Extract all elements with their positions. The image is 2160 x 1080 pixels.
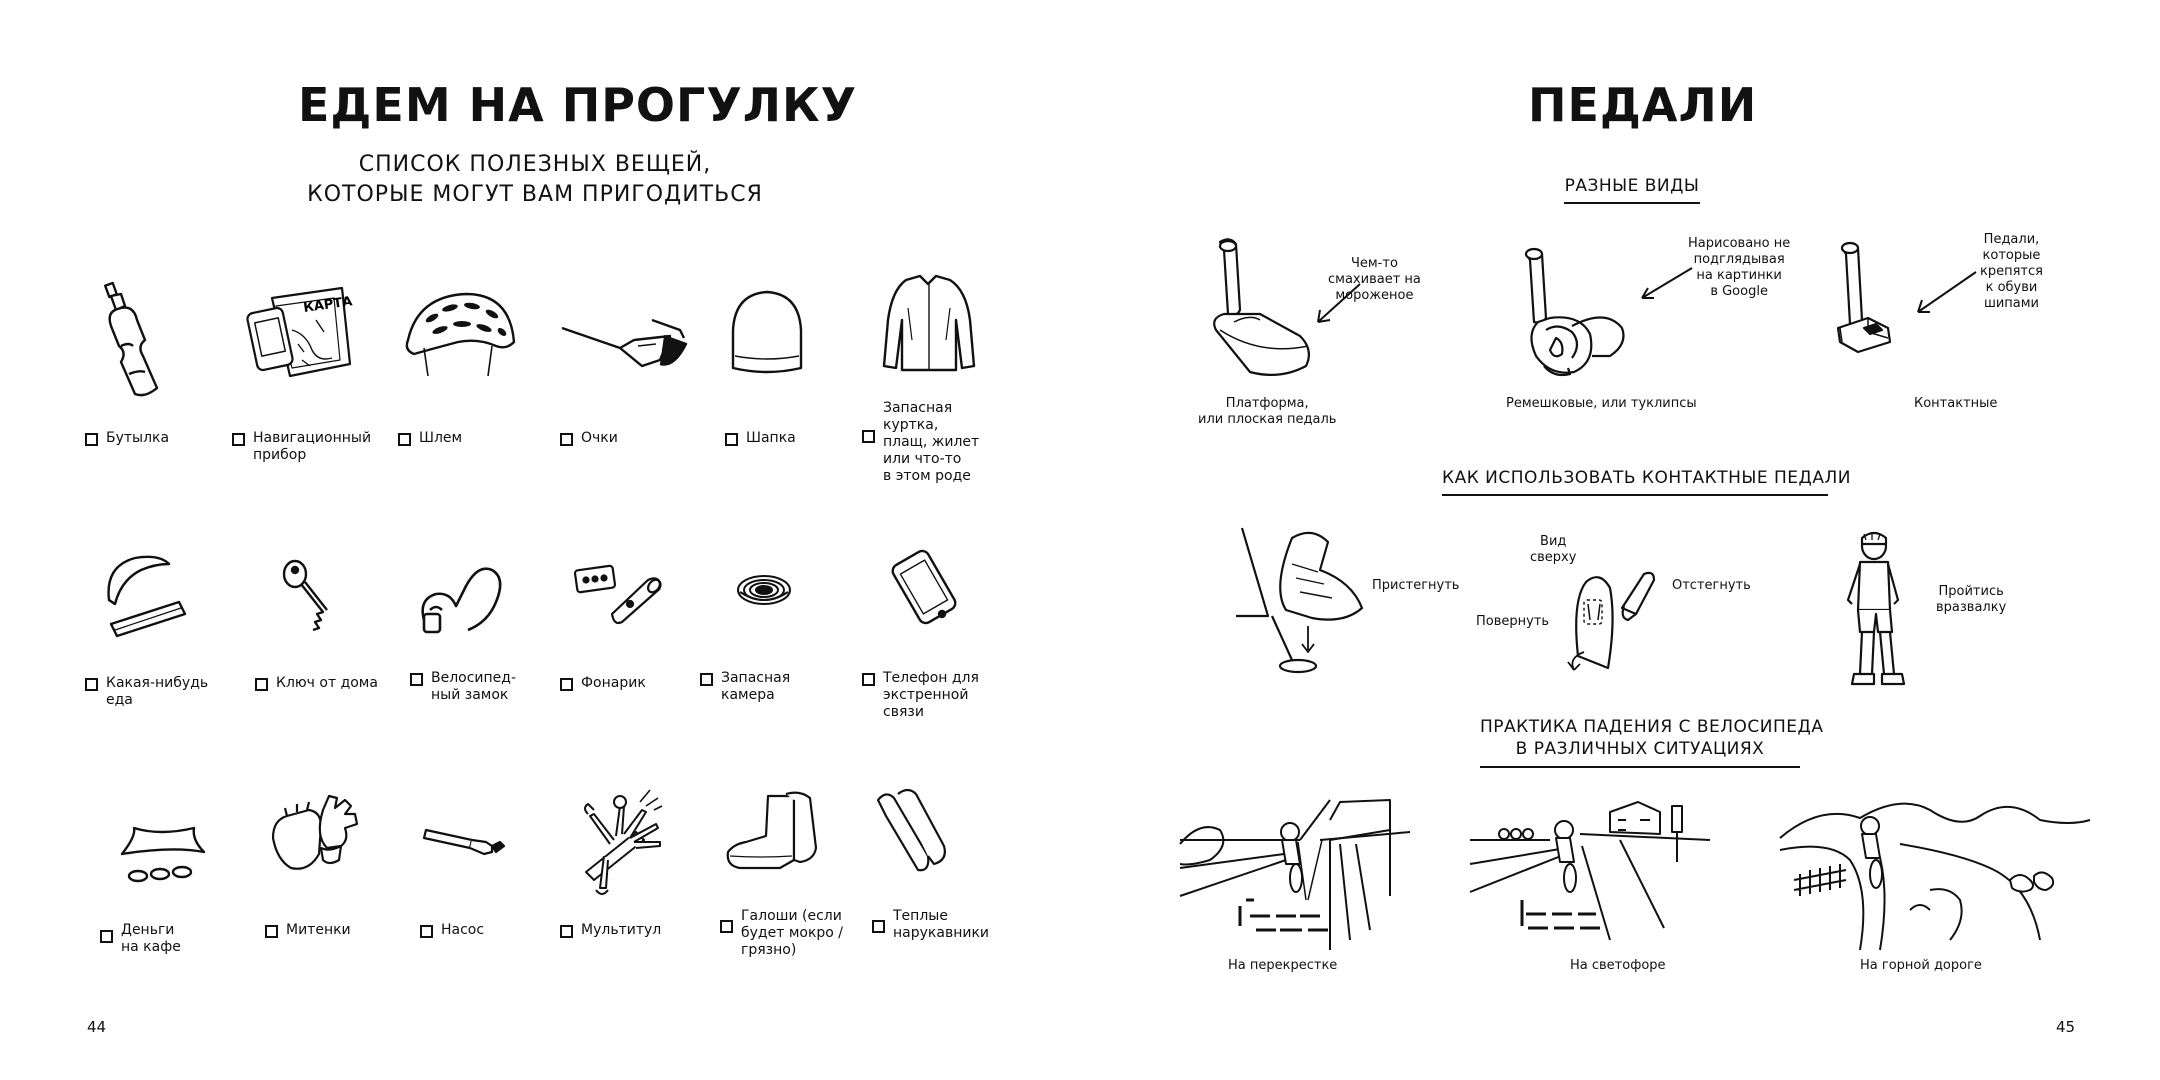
item-label xyxy=(419,430,462,447)
item-label xyxy=(581,675,646,692)
item-label xyxy=(276,675,378,692)
page-title: ЕДЕМ НА ПРОГУЛКУ xyxy=(298,78,858,132)
note-line: крепятся xyxy=(1980,264,2043,279)
checkbox[interactable] xyxy=(85,678,98,691)
note-toeclip-pedal xyxy=(1688,236,1790,300)
label-line: прибор xyxy=(253,447,307,463)
note-line: к обуви xyxy=(1985,280,2038,295)
checklist-item-multitool xyxy=(560,780,710,1020)
hat-icon xyxy=(725,280,875,410)
label-line: сверху xyxy=(1530,550,1577,565)
clip-in-illustration xyxy=(1232,518,1382,688)
checklist-item-helmet xyxy=(398,280,548,520)
checkbox[interactable] xyxy=(255,678,268,691)
arrow-icon xyxy=(1636,264,1696,304)
heading-underline xyxy=(1564,202,1700,204)
section-heading-falls xyxy=(1480,716,1824,768)
crossroad-scene xyxy=(1180,800,1410,950)
gloves-icon xyxy=(265,780,415,910)
subtitle-line: СПИСОК ПОЛЕЗНЫХ ВЕЩЕЙ, xyxy=(358,152,712,177)
label-line: или что-то xyxy=(883,451,962,467)
label-line: Ключ от дома xyxy=(276,675,378,691)
label-line: ный замок xyxy=(431,687,509,703)
caption-crossroad: На перекрестке xyxy=(1228,958,1338,973)
item-label xyxy=(431,670,516,704)
checklist-item-flashlight xyxy=(560,530,710,770)
money-icon xyxy=(100,780,250,910)
label-line: Телефон для xyxy=(883,670,979,686)
section-heading-usage xyxy=(1442,468,1851,496)
label-line: нарукавники xyxy=(893,925,989,941)
note-line: мороженое xyxy=(1335,288,1414,303)
checklist-item-overshoes xyxy=(720,780,870,1020)
phone-icon xyxy=(862,530,1012,660)
page-title: ПЕДАЛИ xyxy=(1528,78,1758,132)
checkbox[interactable] xyxy=(398,433,411,446)
label-line: экстренной xyxy=(883,687,969,703)
checklist-item-money xyxy=(100,780,250,1020)
subtitle-line: КОТОРЫЕ МОГУТ ВАМ ПРИГОДИТЬСЯ xyxy=(307,182,763,207)
item-label xyxy=(106,675,208,709)
flashlight-icon xyxy=(560,530,710,660)
checkbox[interactable] xyxy=(862,430,875,443)
item-label xyxy=(721,670,790,704)
checklist-item-key xyxy=(255,530,405,770)
heading-text: В РАЗЛИЧНЫХ СИТУАЦИЯХ xyxy=(1515,739,1765,759)
heading-underline xyxy=(1442,494,1828,496)
label-line: Фонарик xyxy=(581,675,646,691)
pump-icon xyxy=(420,780,570,910)
caption-toeclip-pedal xyxy=(1506,396,1697,412)
label-line: Шапка xyxy=(746,430,796,446)
heading-text: ПРАКТИКА ПАДЕНИЯ С ВЕЛОСИПЕДА xyxy=(1480,717,1824,737)
item-label xyxy=(581,430,618,447)
page-number: 45 xyxy=(2056,1018,2076,1036)
note-line: на картинки xyxy=(1696,268,1782,283)
checkbox[interactable] xyxy=(725,433,738,446)
item-label xyxy=(581,922,661,939)
checkbox[interactable] xyxy=(265,925,278,938)
checklist-item-food xyxy=(85,530,235,770)
heading-underline xyxy=(1480,766,1800,768)
checklist-item-jacket xyxy=(862,270,1012,510)
item-label xyxy=(746,430,796,447)
note-clipless-pedal xyxy=(1980,232,2043,312)
checkbox[interactable] xyxy=(720,920,733,933)
item-label xyxy=(286,922,351,939)
bottle-icon xyxy=(85,280,235,410)
label-line: Бутылка xyxy=(106,430,170,446)
glasses-icon xyxy=(560,280,710,410)
note-line: шипами xyxy=(1983,296,2040,311)
checklist-item-hat xyxy=(725,280,875,520)
checkbox[interactable] xyxy=(862,673,875,686)
note-line: Педали, xyxy=(1983,232,2040,247)
checkbox[interactable] xyxy=(560,433,573,446)
item-label xyxy=(441,922,484,939)
label-line: Навигационный xyxy=(253,430,372,446)
label-line: будет мокро / xyxy=(741,925,844,941)
label-line: связи xyxy=(883,704,924,720)
page-number: 44 xyxy=(87,1018,107,1036)
caption-traffic-light: На светофоре xyxy=(1570,958,1666,973)
note-line: в Google xyxy=(1710,284,1768,299)
caption-flat-pedal xyxy=(1198,396,1336,428)
lock-icon xyxy=(410,530,560,660)
label-line: Запасная xyxy=(883,400,953,416)
page-subtitle xyxy=(300,150,770,210)
item-label xyxy=(106,430,169,447)
checkbox[interactable] xyxy=(85,433,98,446)
note-line: подглядывая xyxy=(1693,252,1785,267)
inner-tube-icon xyxy=(700,530,850,660)
navigator-icon xyxy=(232,280,382,410)
checklist-item-navigator xyxy=(232,280,382,520)
right-page xyxy=(1080,0,2160,1080)
checkbox[interactable] xyxy=(560,925,573,938)
caption-line: Платформа, xyxy=(1225,396,1309,411)
jacket-icon xyxy=(862,270,1012,400)
heading-text: РАЗНЫЕ ВИДЫ xyxy=(1564,176,1700,196)
overshoes-icon xyxy=(720,780,870,910)
flat-pedal-icon xyxy=(1190,230,1330,390)
item-label xyxy=(253,430,371,464)
caption-line: Ремешковые, или туклипсы xyxy=(1506,396,1697,411)
label-line: Какая-нибудь xyxy=(106,675,209,691)
toeclip-pedal-icon xyxy=(1510,238,1650,388)
caption-mountain-road: На горной дороге xyxy=(1860,958,1982,973)
label-clip-in: Пристегнуть xyxy=(1372,578,1460,593)
key-icon xyxy=(255,530,405,660)
item-label xyxy=(893,908,989,942)
label-unclip: Отстегнуть xyxy=(1672,578,1751,593)
caption-line: или плоская педаль xyxy=(1198,412,1337,427)
label-line: Мультитул xyxy=(581,922,662,938)
checklist-item-phone xyxy=(862,530,1012,770)
caption-line: Контактные xyxy=(1914,396,1998,411)
checkbox[interactable] xyxy=(420,925,433,938)
helmet-icon xyxy=(398,280,548,410)
label-line: Очки xyxy=(581,430,618,446)
checklist-item-inner-tube xyxy=(700,530,850,770)
checklist-item-arm-warmers xyxy=(872,780,1022,1020)
top-view-illustration xyxy=(1562,560,1672,680)
label-line: плащ, жилет xyxy=(883,434,980,450)
traffic-light-scene xyxy=(1470,800,1710,950)
label-line: Митенки xyxy=(286,922,351,938)
caption-clipless-pedal xyxy=(1914,396,1997,412)
waddle-illustration xyxy=(1830,528,1920,698)
label-line: Запасная xyxy=(721,670,791,686)
checkbox[interactable] xyxy=(232,433,245,446)
checkbox[interactable] xyxy=(560,678,573,691)
checkbox[interactable] xyxy=(100,930,113,943)
label-line: Велосипед- xyxy=(431,670,517,686)
arrow-icon xyxy=(1310,280,1370,330)
note-line: смахивает на xyxy=(1328,272,1421,287)
checkbox[interactable] xyxy=(700,673,713,686)
label-line: вразвалку xyxy=(1936,600,2007,615)
checklist-item-bottle xyxy=(85,280,235,520)
checklist-item-glasses xyxy=(560,280,710,520)
note-line: которые xyxy=(1982,248,2041,263)
label-line: Деньги xyxy=(121,922,175,938)
label-waddle xyxy=(1936,584,2006,616)
label-line: в этом роде xyxy=(883,468,971,484)
item-label xyxy=(121,922,181,956)
item-label xyxy=(883,400,979,485)
label-line: Теплые xyxy=(893,908,948,924)
label-twist: Повернуть xyxy=(1476,614,1550,629)
checkbox[interactable] xyxy=(872,920,885,933)
label-line: куртка, xyxy=(883,417,939,433)
label-line: на кафе xyxy=(121,939,181,955)
checklist-item-gloves xyxy=(265,780,415,1020)
map-text: КАРТА xyxy=(302,294,354,316)
label-line: Пройтись xyxy=(1938,584,2004,599)
label-line: Насос xyxy=(441,922,485,938)
multitool-icon xyxy=(560,780,710,910)
item-label xyxy=(741,908,843,959)
label-line: Шлем xyxy=(419,430,463,446)
item-label xyxy=(883,670,979,721)
label-line: Галоши (если xyxy=(741,908,842,924)
label-line: еда xyxy=(106,692,133,708)
label-line: камера xyxy=(721,687,775,703)
note-line: Чем-то xyxy=(1350,256,1398,271)
arm-warmers-icon xyxy=(872,780,1022,910)
mountain-road-scene xyxy=(1780,790,2090,950)
arrow-icon xyxy=(1910,268,1980,318)
food-icon xyxy=(85,530,235,660)
checklist-item-bike-lock xyxy=(410,530,560,770)
checklist-item-pump xyxy=(420,780,570,1020)
heading-text: КАК ИСПОЛЬЗОВАТЬ КОНТАКТНЫЕ ПЕДАЛИ xyxy=(1442,468,1851,488)
checkbox[interactable] xyxy=(410,673,423,686)
label-line: грязно) xyxy=(741,942,797,958)
label-line: Вид xyxy=(1540,534,1567,549)
note-line: Нарисовано не xyxy=(1688,236,1791,251)
section-heading-types xyxy=(1564,176,1700,204)
